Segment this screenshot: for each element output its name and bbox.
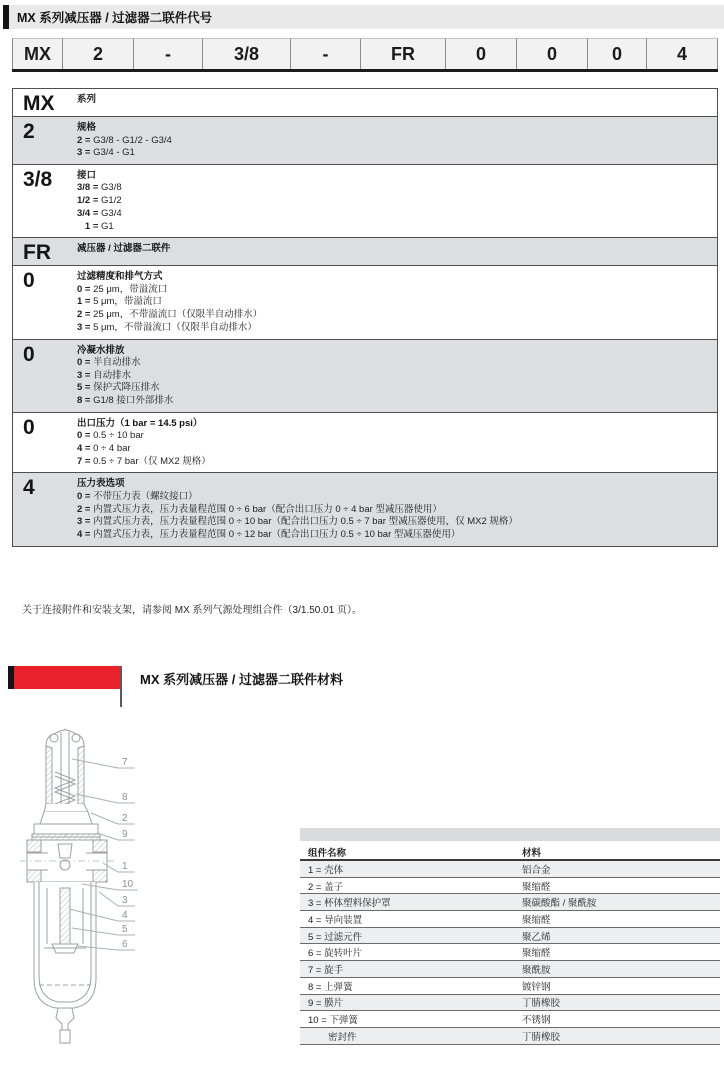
callout-7: 7 <box>122 757 128 768</box>
code-value: MX <box>23 92 55 115</box>
column-header-material: 材料 <box>522 847 542 859</box>
code-row-gauge <box>13 472 717 545</box>
code-option: 3/4 = G3/4 <box>77 207 122 219</box>
code-value: 4 <box>23 476 35 500</box>
material-cell: 聚碳酸酯 / 聚酰胺 <box>522 898 597 910</box>
technical-drawing <box>14 712 148 1057</box>
component-cell: 2 = 盖子 <box>308 881 344 893</box>
material-cell: 聚乙烯 <box>522 931 551 943</box>
code-row-title: 出口压力（1 bar = 14.5 psi） <box>77 417 203 429</box>
materials-table <box>300 828 720 1045</box>
section2-title: MX 系列减压器 / 过滤器二联件材料 <box>140 672 343 687</box>
material-cell: 铝合金 <box>522 864 551 876</box>
code-explanation-table <box>12 88 718 547</box>
section2-accent-red <box>14 666 121 689</box>
reference-note: 关于连接附件和安装支架，请参阅 MX 系列气源处理组合件（3/1.50.01 页）。 <box>22 605 363 616</box>
code-row-function <box>13 237 717 265</box>
component-cell: 8 = 上弹簧 <box>308 981 353 993</box>
material-row <box>300 978 720 995</box>
code-value: 3/8 <box>23 167 53 191</box>
callout-3: 3 <box>122 895 128 906</box>
code-option: 3 = 自动排水 <box>77 369 132 381</box>
material-cell: 聚酰胺 <box>522 964 551 976</box>
code-option: 0 = 0.5 ÷ 10 bar <box>77 430 144 442</box>
code-row-filtration <box>13 265 717 338</box>
code-option: 3 = 内置式压力表，压力表量程范围 0 ÷ 10 bar（配合出口压力 0.5 ÷ 7 bar 型减压器使用，仅 MX2 规格） <box>77 516 518 528</box>
code-row-title: 系列 <box>77 94 97 105</box>
component-cell: 10 = 下弹簧 <box>308 1015 358 1027</box>
code-row-title: 过滤精度和排气方式 <box>77 271 163 283</box>
code-row-condensate <box>13 339 717 412</box>
code-option: 0 = 25 μm，带溢流口 <box>77 283 168 295</box>
code-option: 1/2 = G1/2 <box>77 195 122 207</box>
callout-8: 8 <box>122 792 128 803</box>
code-option: 2 = 25 μm，不带溢流口（仅限半自动排水） <box>77 309 263 321</box>
code-row-title: 冷凝水排放 <box>77 344 125 356</box>
order-code-cell: 2 <box>62 38 133 69</box>
order-code-cell: 3/8 <box>202 38 290 69</box>
page-header <box>3 5 724 29</box>
material-cell: 不锈钢 <box>522 1015 551 1027</box>
code-option: 0 = 半自动排水 <box>77 357 141 369</box>
material-row <box>300 911 720 928</box>
order-code-cell: 0 <box>516 38 587 69</box>
code-option: 2 = G3/8 - G1/2 - G3/4 <box>77 134 172 146</box>
code-value: 0 <box>23 342 35 366</box>
code-option: 4 = 0 ÷ 4 bar <box>77 443 131 455</box>
code-option: 0 = 不带压力表（螺纹接口） <box>77 490 198 502</box>
code-row-title: 规格 <box>77 122 97 133</box>
code-row-series <box>13 89 717 116</box>
code-value: 0 <box>23 269 35 293</box>
header-accent-bar <box>3 5 9 29</box>
code-option: 1 = 5 μm，带溢流口 <box>77 296 162 308</box>
material-row <box>300 894 720 911</box>
code-row-title: 压力表选项 <box>77 478 125 490</box>
callout-10: 10 <box>122 879 134 890</box>
callout-1: 1 <box>122 861 128 872</box>
material-cell: 丁腈橡胶 <box>522 1031 561 1043</box>
code-option: 4 = 内置式压力表，压力表量程范围 0 ÷ 12 bar（配合出口压力 0.5 ÷ 10 bar 型减压器使用） <box>77 529 461 541</box>
code-option: 3/8 = G3/8 <box>77 182 122 194</box>
code-row-size <box>13 116 717 164</box>
callout-6: 6 <box>122 939 128 950</box>
order-code-cell: 4 <box>646 38 718 69</box>
callout-2: 2 <box>122 813 128 824</box>
callout-9: 9 <box>122 829 128 840</box>
component-cell: 4 = 导向装置 <box>308 914 363 926</box>
diaphragm <box>32 834 100 840</box>
drain-valve <box>56 1008 74 1043</box>
order-code-cell: 0 <box>445 38 516 69</box>
material-row <box>300 1011 720 1028</box>
material-row <box>300 944 720 961</box>
material-cell: 聚缩醛 <box>522 914 551 926</box>
component-cell: 密封件 <box>328 1031 357 1043</box>
material-row <box>300 928 720 945</box>
code-row-outlet-pressure <box>13 412 717 473</box>
code-value: FR <box>23 241 51 265</box>
component-cell: 1 = 壳体 <box>308 864 344 876</box>
material-cell: 丁腈橡胶 <box>522 998 561 1010</box>
code-option: 3 = G3/4 - G1 <box>77 147 135 159</box>
code-option: 5 = 保护式降压排水 <box>77 382 160 394</box>
material-row <box>300 961 720 978</box>
order-code-cell: 0 <box>587 38 646 69</box>
code-row-title: 接口 <box>77 169 97 181</box>
order-code-strip <box>12 38 718 72</box>
materials-table-header <box>300 844 720 861</box>
component-cell: 3 = 杯体塑料保护罩 <box>308 898 391 910</box>
code-value: 0 <box>23 415 35 439</box>
bonnet <box>34 804 98 834</box>
valve-body <box>20 840 114 882</box>
callout-5: 5 <box>122 924 128 935</box>
column-header-component: 组件名称 <box>308 847 347 859</box>
material-row-seals <box>300 1028 720 1045</box>
material-cell: 聚缩醛 <box>522 948 551 960</box>
material-row <box>300 995 720 1012</box>
order-code-cell: - <box>290 38 360 69</box>
code-option: 8 = G1/8 接口外部排水 <box>77 395 174 407</box>
order-code-cell: - <box>133 38 202 69</box>
material-cell: 聚缩醛 <box>522 881 551 893</box>
code-value: 2 <box>23 120 35 143</box>
code-row-title: 减压器 / 过滤器二联件 <box>77 243 171 255</box>
material-row <box>300 861 720 878</box>
component-cell: 6 = 旋转叶片 <box>308 948 363 960</box>
code-option: 7 = 0.5 ÷ 7 bar（仅 MX2 规格） <box>77 455 211 467</box>
component-cell: 9 = 膜片 <box>308 998 344 1010</box>
code-row-port <box>13 164 717 237</box>
section2-rule <box>120 666 122 707</box>
component-cell: 5 = 过滤元件 <box>308 931 363 943</box>
page-title: MX 系列减压器 / 过滤器二联件代号 <box>17 11 213 25</box>
callout-4: 4 <box>122 910 128 921</box>
order-code-cell: MX <box>12 38 62 69</box>
component-cell: 7 = 旋手 <box>308 964 344 976</box>
code-option: 2 = 内置式压力表，压力表量程范围 0 ÷ 6 bar（配合出口压力 0 ÷ 4 bar 型减压器使用） <box>77 503 442 515</box>
materials-table-band <box>300 828 720 841</box>
material-cell: 镀锌钢 <box>522 981 551 993</box>
code-option: 1 = G1 <box>77 220 114 232</box>
code-option: 3 = 5 μm，不带溢流口（仅限半自动排水） <box>77 321 257 333</box>
material-row <box>300 878 720 895</box>
order-code-cell: FR <box>360 38 445 69</box>
